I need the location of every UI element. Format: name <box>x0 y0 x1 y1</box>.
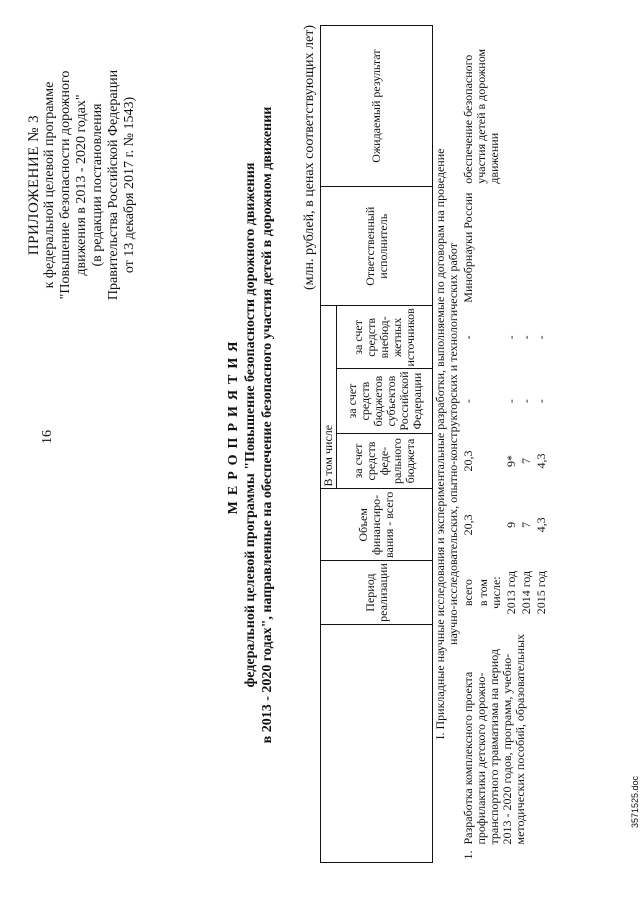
annex-line: (в редакции постановления <box>90 103 105 267</box>
document-title <box>226 45 276 805</box>
title-sub-1: федеральной целевой программы "Повышение безопасности дорожного движения <box>243 162 258 688</box>
regional-cell: - <box>519 399 533 404</box>
regional-cell: - <box>534 399 548 404</box>
header-including: В том числе <box>321 306 337 489</box>
header-extra: за счет средств внебюд-жетных источников <box>337 306 433 369</box>
extra-cell: - <box>461 335 475 340</box>
extra-cell <box>476 306 504 369</box>
federal-cell: 20,3 <box>461 450 475 472</box>
period-cell: 2013 год <box>504 570 518 615</box>
section-title-1: I. Прикладные научные исследования и экспериментальные разработки, выполняемые по договорам на проведение <box>433 148 447 740</box>
title-main: МЕРОПРИЯТИЯ <box>226 335 241 515</box>
header-period: Период реализации <box>321 561 433 625</box>
extra-cell: - <box>519 335 533 340</box>
federal-cell: 7 <box>519 458 533 465</box>
total-cell <box>476 489 504 561</box>
item-description <box>461 624 549 862</box>
section-title-2: научно-исследовательских, опытно-конструкторских и технологических работ <box>446 243 460 645</box>
document-id: 3571525.doc <box>630 775 640 828</box>
table-row <box>461 26 476 863</box>
annex-title: ПРИЛОЖЕНИЕ № 3 <box>26 114 42 256</box>
header-total: Объем финансиро-вания - всего <box>321 489 433 561</box>
page-number: 16 <box>40 430 55 444</box>
rotated-sheet <box>20 25 620 865</box>
extra-cell: - <box>534 335 548 340</box>
federal-cell <box>476 433 504 489</box>
total-cell: 7 <box>519 521 533 528</box>
annex-block <box>26 25 138 345</box>
federal-cell: 4,3 <box>534 453 548 469</box>
item-number: 1. <box>461 850 475 860</box>
annex-line: "Повышение безопасности дорожного <box>58 70 73 300</box>
federal-cell: 9* <box>504 455 518 468</box>
period-cell: в том числе: <box>476 576 503 609</box>
regional-cell: - <box>461 399 475 404</box>
header-federal: за счет средств феде-рального бюджета <box>337 433 433 489</box>
period-cell: всего <box>461 579 475 607</box>
section-row <box>433 26 462 863</box>
annex-line: Правительства Российской Федерации <box>106 69 121 301</box>
annex-line: движения в 2013 - 2020 годах" <box>74 94 89 276</box>
extra-cell: - <box>504 335 518 340</box>
annex-line: к федеральной целевой программе <box>42 81 57 289</box>
header-regional: за счет средств бюджетов субъектов Российской Федерации <box>337 369 433 433</box>
total-cell: 9 <box>504 521 518 528</box>
period-cell: 2015 год <box>534 570 548 615</box>
regional-cell <box>476 369 504 433</box>
header-activity <box>321 624 433 862</box>
header-result: Ожидаемый результат <box>321 26 433 187</box>
annex-line: от 13 декабря 2017 г. № 1543) <box>122 96 137 274</box>
units-note: (млн. рублей, в ценах соответствующих лет) <box>302 25 317 290</box>
period-cell: 2014 год <box>519 570 533 615</box>
total-cell: 4,3 <box>534 517 548 533</box>
regional-cell: - <box>504 399 518 404</box>
result-cell: обеспечение безопасного участия детей в дорожном движении <box>461 48 501 184</box>
header-executor: Ответственный исполнитель <box>321 187 433 306</box>
title-sub-2: в 2013 - 2020 годах", направленные на обеспечение безопасного участия детей в дорожном движении <box>260 106 275 744</box>
item-text: Разработка комплексного проекта профилактики детского дорожно-транспортного травматизма на период 2013 - 2020 годов, программ, учебно-методических пособий, образовательных <box>461 633 527 845</box>
measures-table <box>320 25 549 863</box>
executor-cell: Минобрнауки России <box>461 192 475 303</box>
total-cell: 20,3 <box>461 514 475 536</box>
